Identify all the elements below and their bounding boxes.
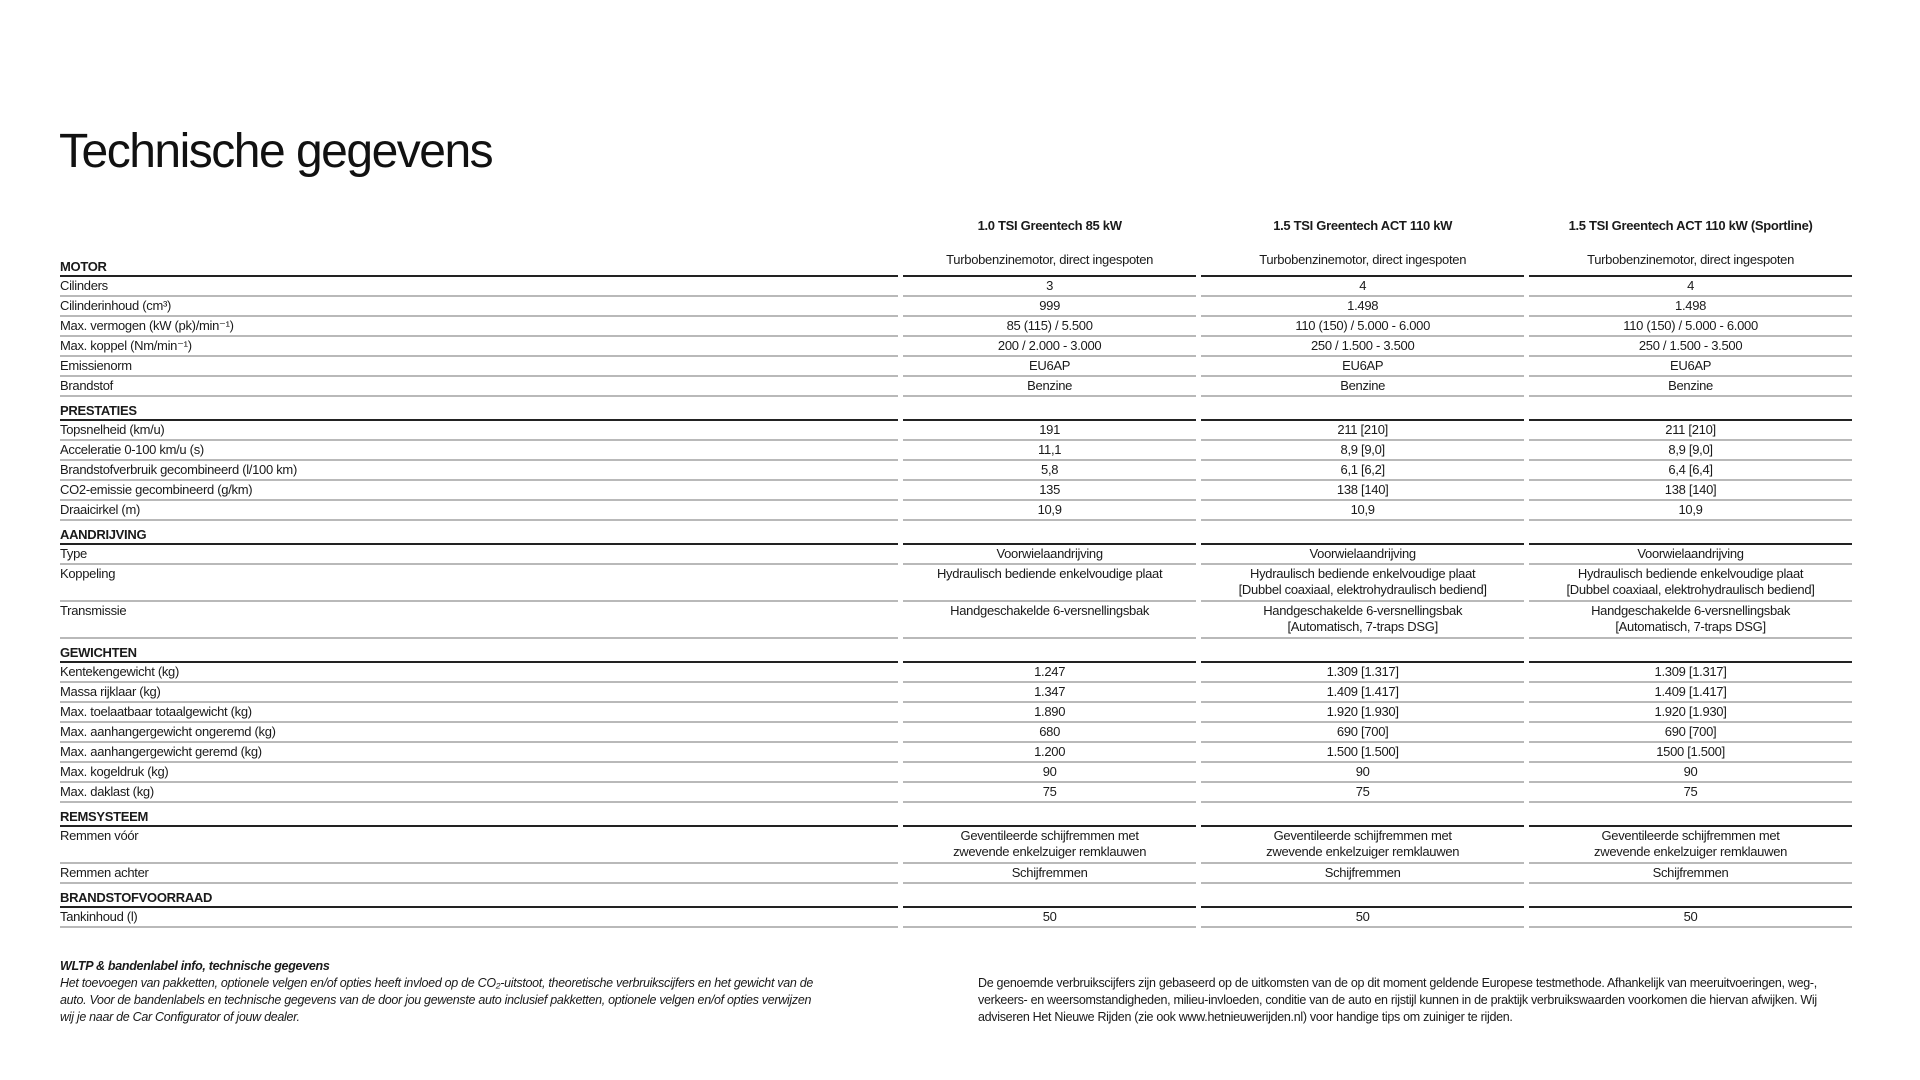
engine-type: Turbobenzinemotor, direct ingespoten <box>1529 246 1852 277</box>
row-label: Max. daklast (kg) <box>60 783 898 803</box>
section-divider <box>903 884 1196 908</box>
row-value: Schijfremmen <box>903 864 1196 884</box>
row-value: 1.409 [1.417] <box>1201 683 1524 703</box>
row-value: 1.498 <box>1529 297 1852 317</box>
section-title: MOTOR <box>60 246 898 277</box>
row-value: Schijfremmen <box>1529 864 1852 884</box>
row-label: Tankinhoud (l) <box>60 908 898 928</box>
section-divider <box>1201 521 1524 545</box>
section-divider <box>1201 639 1524 663</box>
table-row <box>60 565 1852 602</box>
row-value: 200 / 2.000 - 3.000 <box>903 337 1196 357</box>
section-header-row <box>60 521 1852 545</box>
row-label: Cilinders <box>60 277 898 297</box>
table-row <box>60 481 1852 501</box>
row-value: EU6AP <box>1201 357 1524 377</box>
consumption-disclaimer: De genoemde verbruikscijfers zijn gebaseerd op de uitkomsten van de op dit moment geldende Europese testmethode. Afhankelijk van meeruitvoeringen, weg-, verkeers- en weersomstandigheden, milieu-invloeden, conditie van de auto en rijstijl kunnen in de praktijk verbruikswaarden voorkomen die hiervan afwijken. Wij adviseren Het Nieuwe Rijden (zie ook www.hetnieuwerijden.nl) voor handige tips om zuiniger te rijden. <box>978 976 1817 1024</box>
row-label: Max. koppel (Nm/min⁻¹) <box>60 337 898 357</box>
table-row <box>60 545 1852 565</box>
row-label: Max. aanhangergewicht geremd (kg) <box>60 743 898 763</box>
section-divider <box>1529 803 1852 827</box>
section-title: GEWICHTEN <box>60 639 898 663</box>
row-value: 1.309 [1.317] <box>1529 663 1852 683</box>
row-value: 3 <box>903 277 1196 297</box>
row-value: 690 [700] <box>1529 723 1852 743</box>
model-header-row <box>60 218 1852 246</box>
row-value: 50 <box>1529 908 1852 928</box>
section-title: AANDRIJVING <box>60 521 898 545</box>
row-label: Transmissie <box>60 602 898 639</box>
table-row <box>60 783 1852 803</box>
row-value: 1.920 [1.930] <box>1529 703 1852 723</box>
row-value: Geventileerde schijfremmen met zwevende enkelzuiger remklauwen <box>903 827 1196 864</box>
row-label: Max. vermogen (kW (pk)/min⁻¹) <box>60 317 898 337</box>
row-label: Max. kogeldruk (kg) <box>60 763 898 783</box>
row-value: 5,8 <box>903 461 1196 481</box>
engine-type: Turbobenzinemotor, direct ingespoten <box>903 246 1196 277</box>
row-value: 1.920 [1.930] <box>1201 703 1524 723</box>
row-value: 50 <box>1201 908 1524 928</box>
row-value: 4 <box>1201 277 1524 297</box>
row-value: 90 <box>1201 763 1524 783</box>
section-title: REMSYSTEEM <box>60 803 898 827</box>
row-value: 999 <box>903 297 1196 317</box>
row-label: Topsnelheid (km/u) <box>60 421 898 441</box>
section-divider <box>1529 397 1852 421</box>
row-value: Schijfremmen <box>1201 864 1524 884</box>
row-value: 1.500 [1.500] <box>1201 743 1524 763</box>
section-divider <box>1201 397 1524 421</box>
row-label: Max. toelaatbaar totaalgewicht (kg) <box>60 703 898 723</box>
row-value: 75 <box>1529 783 1852 803</box>
row-value: Voorwielaandrijving <box>1201 545 1524 565</box>
row-label: Acceleratie 0-100 km/u (s) <box>60 441 898 461</box>
section-header-row <box>60 639 1852 663</box>
table-row <box>60 357 1852 377</box>
row-value: 75 <box>903 783 1196 803</box>
row-label: CO2-emissie gecombineerd (g/km) <box>60 481 898 501</box>
table-row <box>60 317 1852 337</box>
table-row <box>60 908 1852 928</box>
row-value: Hydraulisch bediende enkelvoudige plaat [Dubbel coaxiaal, elektrohydraulisch bediend] <box>1201 565 1524 602</box>
model-header: 1.5 TSI Greentech ACT 110 kW <box>1273 218 1453 233</box>
row-value: 1500 [1.500] <box>1529 743 1852 763</box>
row-value: 211 [210] <box>1529 421 1852 441</box>
row-value: 4 <box>1529 277 1852 297</box>
row-label: Draaicirkel (m) <box>60 501 898 521</box>
row-value: 8,9 [9,0] <box>1201 441 1524 461</box>
row-value: 6,1 [6,2] <box>1201 461 1524 481</box>
section-header-row <box>60 397 1852 421</box>
section-header-row <box>60 246 1852 277</box>
row-label: Max. aanhangergewicht ongeremd (kg) <box>60 723 898 743</box>
section-header-row <box>60 803 1852 827</box>
row-value: 75 <box>1201 783 1524 803</box>
row-value: Hydraulisch bediende enkelvoudige plaat <box>903 565 1196 602</box>
row-value: Voorwielaandrijving <box>1529 545 1852 565</box>
table-row <box>60 743 1852 763</box>
row-value: 8,9 [9,0] <box>1529 441 1852 461</box>
row-value: Benzine <box>903 377 1196 397</box>
section-header-row <box>60 884 1852 908</box>
table-row <box>60 703 1852 723</box>
row-label: Remmen vóór <box>60 827 898 864</box>
row-label: Type <box>60 545 898 565</box>
row-value: 250 / 1.500 - 3.500 <box>1529 337 1852 357</box>
row-value: Handgeschakelde 6-versnellingsbak [Automatisch, 7-traps DSG] <box>1201 602 1524 639</box>
row-value: 11,1 <box>903 441 1196 461</box>
spec-table <box>55 218 1857 928</box>
row-value: 10,9 <box>1201 501 1524 521</box>
table-row <box>60 377 1852 397</box>
row-value: 90 <box>903 763 1196 783</box>
row-value: Benzine <box>1201 377 1524 397</box>
model-header: 1.5 TSI Greentech ACT 110 kW (Sportline) <box>1568 218 1813 233</box>
row-value: 10,9 <box>1529 501 1852 521</box>
row-value: 1.498 <box>1201 297 1524 317</box>
table-row <box>60 441 1852 461</box>
table-row <box>60 763 1852 783</box>
page-title: Technische gegevens <box>59 125 493 178</box>
section-divider <box>903 639 1196 663</box>
footnote-title: WLTP & bandenlabel info, technische gegevens <box>60 959 330 973</box>
table-row <box>60 602 1852 639</box>
table-row <box>60 683 1852 703</box>
section-divider <box>903 521 1196 545</box>
row-value: 680 <box>903 723 1196 743</box>
table-row <box>60 421 1852 441</box>
row-value: 110 (150) / 5.000 - 6.000 <box>1201 317 1524 337</box>
table-row <box>60 501 1852 521</box>
section-title: PRESTATIES <box>60 397 898 421</box>
row-value: Geventileerde schijfremmen met zwevende enkelzuiger remklauwen <box>1529 827 1852 864</box>
row-label: Massa rijklaar (kg) <box>60 683 898 703</box>
row-value: Benzine <box>1529 377 1852 397</box>
section-divider <box>1201 884 1524 908</box>
row-value: 1.347 <box>903 683 1196 703</box>
row-value: 110 (150) / 5.000 - 6.000 <box>1529 317 1852 337</box>
section-title: BRANDSTOFVOORRAAD <box>60 884 898 908</box>
row-value: 138 [140] <box>1529 481 1852 501</box>
table-row <box>60 277 1852 297</box>
row-value: 1.200 <box>903 743 1196 763</box>
section-divider <box>1529 521 1852 545</box>
row-value: Handgeschakelde 6-versnellingsbak [Automatisch, 7-traps DSG] <box>1529 602 1852 639</box>
wltp-footnote <box>60 958 820 1026</box>
row-value: EU6AP <box>903 357 1196 377</box>
row-value: 6,4 [6,4] <box>1529 461 1852 481</box>
row-value: 50 <box>903 908 1196 928</box>
row-value: 10,9 <box>903 501 1196 521</box>
footnote-text: Het toevoegen van pakketten, optionele velgen en/of opties heeft invloed op de CO₂-uitstoot, theoretische verbruikscijfers en het gewicht van de auto. Voor de bandenlabels en technische gegevens van de door jou gewenste auto inclusief pakketten, optionele velgen en/of opties verwijzen wij je naar de Car Configurator of jouw dealer. <box>60 976 814 1024</box>
row-value: 211 [210] <box>1201 421 1524 441</box>
row-value: Geventileerde schijfremmen met zwevende enkelzuiger remklauwen <box>1201 827 1524 864</box>
section-divider <box>1201 803 1524 827</box>
row-label: Brandstof <box>60 377 898 397</box>
row-value: 138 [140] <box>1201 481 1524 501</box>
row-value: 1.890 <box>903 703 1196 723</box>
row-value: 135 <box>903 481 1196 501</box>
table-row <box>60 827 1852 864</box>
row-label: Remmen achter <box>60 864 898 884</box>
table-row <box>60 461 1852 481</box>
table-row <box>60 864 1852 884</box>
table-row <box>60 663 1852 683</box>
row-value: Voorwielaandrijving <box>903 545 1196 565</box>
model-header: 1.0 TSI Greentech 85 kW <box>977 218 1122 233</box>
row-label: Emissienorm <box>60 357 898 377</box>
row-value: 90 <box>1529 763 1852 783</box>
row-label: Cilinderinhoud (cm³) <box>60 297 898 317</box>
row-value: 250 / 1.500 - 3.500 <box>1201 337 1524 357</box>
row-label: Koppeling <box>60 565 898 602</box>
row-label: Brandstofverbruik gecombineerd (l/100 km) <box>60 461 898 481</box>
row-value: 1.409 [1.417] <box>1529 683 1852 703</box>
row-label: Kentekengewicht (kg) <box>60 663 898 683</box>
section-divider <box>1529 639 1852 663</box>
section-divider <box>1529 884 1852 908</box>
engine-type: Turbobenzinemotor, direct ingespoten <box>1201 246 1524 277</box>
section-divider <box>903 397 1196 421</box>
row-value: Handgeschakelde 6-versnellingsbak <box>903 602 1196 639</box>
row-value: EU6AP <box>1529 357 1852 377</box>
row-value: 191 <box>903 421 1196 441</box>
table-row <box>60 297 1852 317</box>
row-value: 1.247 <box>903 663 1196 683</box>
row-value: 85 (115) / 5.500 <box>903 317 1196 337</box>
row-value: 1.309 [1.317] <box>1201 663 1524 683</box>
table-row <box>60 337 1852 357</box>
section-divider <box>903 803 1196 827</box>
table-row <box>60 723 1852 743</box>
row-value: 690 [700] <box>1201 723 1524 743</box>
row-value: Hydraulisch bediende enkelvoudige plaat [Dubbel coaxiaal, elektrohydraulisch bediend] <box>1529 565 1852 602</box>
